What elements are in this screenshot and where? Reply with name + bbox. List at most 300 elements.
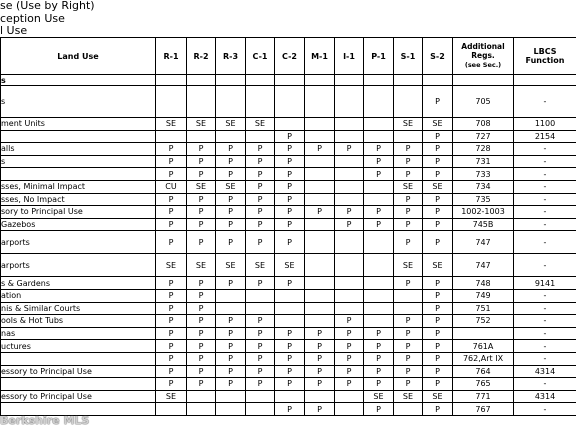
- zone-cell: [246, 302, 275, 315]
- zone-header: M-1: [305, 38, 335, 75]
- zone-cell: [187, 86, 216, 118]
- zone-cell: [305, 155, 335, 168]
- zone-cell: [275, 390, 305, 403]
- zone-cell: P: [364, 218, 394, 231]
- zone-cell: P: [246, 378, 275, 391]
- zone-header: R-3: [216, 38, 246, 75]
- zone-cell: P: [246, 315, 275, 328]
- land-use-cell: Gazebos: [1, 218, 156, 231]
- zone-cell: [364, 86, 394, 118]
- zone-cell: P: [275, 352, 305, 365]
- zone-cell: P: [187, 155, 216, 168]
- zone-cell: P: [216, 277, 246, 290]
- land-use-cell: essory to Principal Use: [1, 365, 156, 378]
- zone-cell: [364, 75, 394, 86]
- zone-cell: [305, 315, 335, 328]
- lbcs-cell: -: [514, 302, 576, 315]
- zone-cell: P: [156, 218, 187, 231]
- zone-cell: SE: [423, 118, 453, 131]
- watermark: Berkshire MLS: [0, 414, 90, 427]
- zone-cell: P: [394, 231, 423, 254]
- land-use-cell: ment Units: [1, 118, 156, 131]
- zone-cell: P: [335, 315, 364, 328]
- lbcs-cell: -: [514, 254, 576, 277]
- zone-cell: P: [364, 206, 394, 219]
- zone-header: I-1: [335, 38, 364, 75]
- additional-regs-cell: 708: [453, 118, 514, 131]
- zone-cell: [275, 289, 305, 302]
- zone-cell: P: [275, 403, 305, 416]
- lbcs-cell: 4314: [514, 390, 576, 403]
- additional-regs-cell: 752: [453, 315, 514, 328]
- zone-cell: P: [187, 327, 216, 340]
- zone-cell: [335, 302, 364, 315]
- land-use-cell: sses, Minimal Impact: [1, 180, 156, 193]
- zone-cell: P: [394, 193, 423, 206]
- lbcs-header: [514, 38, 576, 75]
- additional-regs-cell: 771: [453, 390, 514, 403]
- zone-cell: P: [394, 315, 423, 328]
- zone-cell: P: [335, 340, 364, 353]
- lbcs-cell: 2154: [514, 130, 576, 143]
- zone-cell: P: [156, 277, 187, 290]
- table-row: [1, 340, 576, 353]
- zone-cell: [335, 231, 364, 254]
- additional-regs-cell: [453, 327, 514, 340]
- zone-cell: [364, 193, 394, 206]
- zone-cell: [275, 86, 305, 118]
- zone-cell: P: [305, 365, 335, 378]
- zone-cell: P: [305, 403, 335, 416]
- zone-cell: [275, 118, 305, 131]
- zone-cell: [187, 130, 216, 143]
- zone-cell: [364, 180, 394, 193]
- zone-cell: P: [423, 86, 453, 118]
- zone-cell: P: [335, 218, 364, 231]
- zone-cell: [246, 75, 275, 86]
- lbcs-line1: LBCS: [533, 47, 557, 56]
- zone-cell: [364, 289, 394, 302]
- zone-cell: P: [423, 340, 453, 353]
- land-use-cell: alls: [1, 143, 156, 156]
- lbcs-cell: -: [514, 352, 576, 365]
- additional-regs-cell: 728: [453, 143, 514, 156]
- legend: [0, 0, 95, 38]
- zone-cell: P: [275, 231, 305, 254]
- land-use-cell: nis & Similar Courts: [1, 302, 156, 315]
- lbcs-cell: -: [514, 206, 576, 219]
- table-row: [1, 390, 576, 403]
- lbcs-cell: -: [514, 340, 576, 353]
- additional-regs-line3: (see Sec.): [464, 60, 502, 69]
- zone-cell: P: [187, 315, 216, 328]
- zone-cell: P: [216, 206, 246, 219]
- zone-cell: P: [246, 168, 275, 181]
- land-use-cell: essory to Principal Use: [1, 390, 156, 403]
- zone-cell: P: [423, 168, 453, 181]
- additional-regs-cell: 705: [453, 86, 514, 118]
- table-row: [1, 352, 576, 365]
- zone-cell: SE: [246, 118, 275, 131]
- additional-regs-cell: 765: [453, 378, 514, 391]
- zone-cell: P: [156, 378, 187, 391]
- zone-cell: P: [364, 340, 394, 353]
- zone-cell: [305, 231, 335, 254]
- zone-cell: P: [335, 143, 364, 156]
- zone-cell: P: [156, 206, 187, 219]
- zone-cell: P: [423, 327, 453, 340]
- zone-cell: P: [423, 352, 453, 365]
- table-row: [1, 231, 576, 254]
- zone-cell: P: [216, 315, 246, 328]
- zone-cell: P: [187, 378, 216, 391]
- additional-regs-cell: 745B: [453, 218, 514, 231]
- zone-cell: P: [335, 206, 364, 219]
- land-use-cell: [1, 130, 156, 143]
- zone-cell: SE: [394, 254, 423, 277]
- zone-cell: SE: [156, 390, 187, 403]
- zone-cell: [305, 86, 335, 118]
- zone-cell: [394, 86, 423, 118]
- zone-cell: [364, 118, 394, 131]
- zone-cell: [246, 390, 275, 403]
- table-row: [1, 206, 576, 219]
- table-row: [1, 315, 576, 328]
- zone-cell: P: [394, 143, 423, 156]
- zone-cell: [305, 193, 335, 206]
- zone-header: S-2: [423, 38, 453, 75]
- land-use-cell: [1, 352, 156, 365]
- zone-cell: P: [187, 231, 216, 254]
- table-row: [1, 327, 576, 340]
- zone-cell: [246, 289, 275, 302]
- zone-cell: [335, 86, 364, 118]
- zone-cell: P: [246, 231, 275, 254]
- additional-regs-cell: 735: [453, 193, 514, 206]
- zone-cell: P: [364, 352, 394, 365]
- zone-cell: P: [394, 327, 423, 340]
- zone-cell: P: [423, 130, 453, 143]
- lbcs-cell: -: [514, 403, 576, 416]
- table-header-row: [1, 38, 576, 75]
- lbcs-cell: 9141: [514, 277, 576, 290]
- zone-cell: [216, 86, 246, 118]
- zone-cell: P: [187, 352, 216, 365]
- table-row: [1, 254, 576, 277]
- zone-cell: [364, 130, 394, 143]
- table-row: [1, 155, 576, 168]
- zone-header: C-1: [246, 38, 275, 75]
- zone-cell: P: [246, 340, 275, 353]
- zone-cell: P: [394, 206, 423, 219]
- zone-cell: [275, 302, 305, 315]
- zone-cell: P: [423, 193, 453, 206]
- zone-cell: P: [275, 180, 305, 193]
- zone-cell: P: [423, 155, 453, 168]
- zone-cell: P: [423, 302, 453, 315]
- additional-regs-cell: 761A: [453, 340, 514, 353]
- zone-cell: P: [423, 277, 453, 290]
- zone-cell: P: [246, 180, 275, 193]
- zone-cell: [364, 315, 394, 328]
- table-row: [1, 130, 576, 143]
- zone-cell: [275, 315, 305, 328]
- additional-regs-cell: 747: [453, 231, 514, 254]
- land-use-cell: arports: [1, 231, 156, 254]
- zone-cell: [305, 390, 335, 403]
- zone-header: C-2: [275, 38, 305, 75]
- zone-cell: P: [246, 193, 275, 206]
- zone-cell: P: [216, 327, 246, 340]
- zone-cell: P: [335, 352, 364, 365]
- zone-cell: [156, 86, 187, 118]
- zone-cell: SE: [394, 118, 423, 131]
- zone-cell: SE: [423, 180, 453, 193]
- zone-cell: P: [364, 403, 394, 416]
- zone-cell: P: [305, 143, 335, 156]
- table-row: [1, 118, 576, 131]
- zone-cell: [335, 403, 364, 416]
- zone-cell: [394, 75, 423, 86]
- additional-regs-cell: 749: [453, 289, 514, 302]
- lbcs-cell: -: [514, 143, 576, 156]
- zone-cell: P: [246, 365, 275, 378]
- additional-regs-line1: Additional: [461, 41, 505, 51]
- zone-cell: [187, 403, 216, 416]
- zone-cell: SE: [246, 254, 275, 277]
- zone-cell: [305, 130, 335, 143]
- zone-cell: P: [305, 206, 335, 219]
- lbcs-cell: -: [514, 193, 576, 206]
- lbcs-cell: -: [514, 180, 576, 193]
- zone-cell: P: [423, 315, 453, 328]
- table-row: [1, 365, 576, 378]
- zone-cell: P: [423, 231, 453, 254]
- lbcs-cell: -: [514, 168, 576, 181]
- zone-header: R-1: [156, 38, 187, 75]
- zone-cell: [216, 390, 246, 403]
- zone-cell: P: [187, 193, 216, 206]
- zone-cell: P: [364, 365, 394, 378]
- zone-cell: P: [187, 289, 216, 302]
- legend-line-1: se (Use by Right): [0, 0, 95, 12]
- zone-cell: [216, 75, 246, 86]
- land-use-cell: sses, No Impact: [1, 193, 156, 206]
- zone-cell: P: [275, 206, 305, 219]
- lbcs-cell: [514, 75, 576, 86]
- zone-cell: P: [275, 365, 305, 378]
- zone-cell: P: [305, 378, 335, 391]
- zone-cell: [187, 390, 216, 403]
- zone-cell: SE: [394, 180, 423, 193]
- zone-cell: P: [246, 327, 275, 340]
- additional-regs-cell: 727: [453, 130, 514, 143]
- zone-cell: P: [156, 315, 187, 328]
- table-row: [1, 86, 576, 118]
- zone-cell: P: [246, 143, 275, 156]
- zone-cell: [305, 289, 335, 302]
- zone-cell: [335, 180, 364, 193]
- zone-cell: P: [423, 403, 453, 416]
- zone-cell: P: [394, 365, 423, 378]
- table-row: [1, 277, 576, 290]
- land-use-cell: [1, 378, 156, 391]
- zone-cell: P: [216, 193, 246, 206]
- additional-regs-header: [453, 38, 514, 75]
- lbcs-cell: -: [514, 378, 576, 391]
- zone-cell: P: [394, 168, 423, 181]
- lbcs-cell: -: [514, 86, 576, 118]
- land-use-cell: [1, 168, 156, 181]
- table-row: [1, 378, 576, 391]
- zone-cell: [335, 289, 364, 302]
- zone-cell: [394, 302, 423, 315]
- land-use-cell: sory to Principal Use: [1, 206, 156, 219]
- additional-regs-cell: 764: [453, 365, 514, 378]
- zone-cell: P: [364, 143, 394, 156]
- zone-cell: [335, 118, 364, 131]
- zone-cell: [335, 75, 364, 86]
- zone-cell: P: [335, 365, 364, 378]
- zone-cell: P: [187, 143, 216, 156]
- zone-cell: [246, 86, 275, 118]
- zone-cell: P: [305, 340, 335, 353]
- zone-header: S-1: [394, 38, 423, 75]
- table-row: [1, 193, 576, 206]
- lbcs-cell: -: [514, 231, 576, 254]
- zone-cell: P: [394, 155, 423, 168]
- zone-cell: SE: [156, 254, 187, 277]
- zone-cell: SE: [394, 390, 423, 403]
- land-use-cell: s: [1, 75, 156, 86]
- zone-cell: SE: [216, 254, 246, 277]
- zone-cell: P: [216, 365, 246, 378]
- zone-cell: P: [364, 327, 394, 340]
- zone-cell: [216, 403, 246, 416]
- zone-cell: SE: [275, 254, 305, 277]
- zone-cell: P: [216, 352, 246, 365]
- zone-cell: P: [216, 218, 246, 231]
- zone-cell: P: [156, 289, 187, 302]
- zone-cell: P: [156, 231, 187, 254]
- zone-cell: P: [156, 168, 187, 181]
- zone-header: R-2: [187, 38, 216, 75]
- land-use-cell: nas: [1, 327, 156, 340]
- zone-cell: P: [423, 289, 453, 302]
- zone-cell: P: [156, 193, 187, 206]
- zone-cell: P: [275, 193, 305, 206]
- zone-cell: P: [246, 352, 275, 365]
- zone-cell: [335, 168, 364, 181]
- zone-cell: P: [364, 155, 394, 168]
- zone-cell: [364, 231, 394, 254]
- table-row: [1, 180, 576, 193]
- zone-cell: P: [275, 218, 305, 231]
- zone-cell: P: [246, 206, 275, 219]
- zone-cell: [156, 75, 187, 86]
- zone-cell: SE: [364, 390, 394, 403]
- lbcs-cell: -: [514, 315, 576, 328]
- land-use-cell: ools & Hot Tubs: [1, 315, 156, 328]
- additional-regs-cell: 747: [453, 254, 514, 277]
- zone-cell: [305, 168, 335, 181]
- zone-cell: P: [394, 277, 423, 290]
- zone-cell: P: [394, 340, 423, 353]
- zone-cell: P: [187, 218, 216, 231]
- zone-cell: [394, 289, 423, 302]
- zone-cell: [305, 302, 335, 315]
- lbcs-line2: Function: [525, 56, 565, 65]
- zone-cell: [335, 254, 364, 277]
- table-row: [1, 302, 576, 315]
- zone-cell: P: [275, 327, 305, 340]
- lbcs-cell: 1100: [514, 118, 576, 131]
- zone-cell: P: [156, 327, 187, 340]
- zone-cell: [364, 254, 394, 277]
- zone-cell: [305, 277, 335, 290]
- zone-cell: SE: [156, 118, 187, 131]
- zone-cell: [305, 75, 335, 86]
- lbcs-cell: 4314: [514, 365, 576, 378]
- legend-line-2: ception Use: [0, 11, 65, 25]
- zone-cell: P: [187, 365, 216, 378]
- zone-cell: CU: [156, 180, 187, 193]
- land-use-cell: s & Gardens: [1, 277, 156, 290]
- zone-cell: [275, 75, 305, 86]
- additional-regs-cell: 767: [453, 403, 514, 416]
- zone-cell: [156, 130, 187, 143]
- land-use-cell: uctures: [1, 340, 156, 353]
- zone-cell: P: [187, 302, 216, 315]
- zone-cell: P: [275, 378, 305, 391]
- zone-cell: SE: [216, 180, 246, 193]
- zone-cell: [335, 390, 364, 403]
- zone-cell: P: [156, 155, 187, 168]
- zone-cell: P: [305, 327, 335, 340]
- table-row: [1, 75, 576, 86]
- zone-cell: [246, 130, 275, 143]
- additional-regs-cell: [453, 75, 514, 86]
- zone-cell: P: [305, 352, 335, 365]
- land-use-table: [0, 37, 576, 416]
- zone-cell: [305, 180, 335, 193]
- zone-cell: P: [335, 378, 364, 391]
- additional-regs-cell: 751: [453, 302, 514, 315]
- additional-regs-cell: 1002-1003: [453, 206, 514, 219]
- zone-cell: P: [423, 206, 453, 219]
- zone-cell: [335, 130, 364, 143]
- zone-cell: [335, 155, 364, 168]
- zone-cell: P: [423, 218, 453, 231]
- additional-regs-cell: 762,Art IX: [453, 352, 514, 365]
- zone-cell: P: [423, 143, 453, 156]
- table-row: [1, 289, 576, 302]
- zone-cell: P: [216, 155, 246, 168]
- zone-cell: P: [364, 378, 394, 391]
- zone-cell: P: [275, 340, 305, 353]
- zone-cell: [187, 75, 216, 86]
- additional-regs-cell: 748: [453, 277, 514, 290]
- zone-cell: P: [156, 352, 187, 365]
- zone-cell: SE: [423, 390, 453, 403]
- lbcs-cell: -: [514, 327, 576, 340]
- zone-cell: P: [246, 218, 275, 231]
- zone-cell: P: [275, 130, 305, 143]
- zone-cell: [394, 403, 423, 416]
- zone-cell: P: [423, 378, 453, 391]
- zone-cell: [246, 403, 275, 416]
- zone-cell: P: [156, 302, 187, 315]
